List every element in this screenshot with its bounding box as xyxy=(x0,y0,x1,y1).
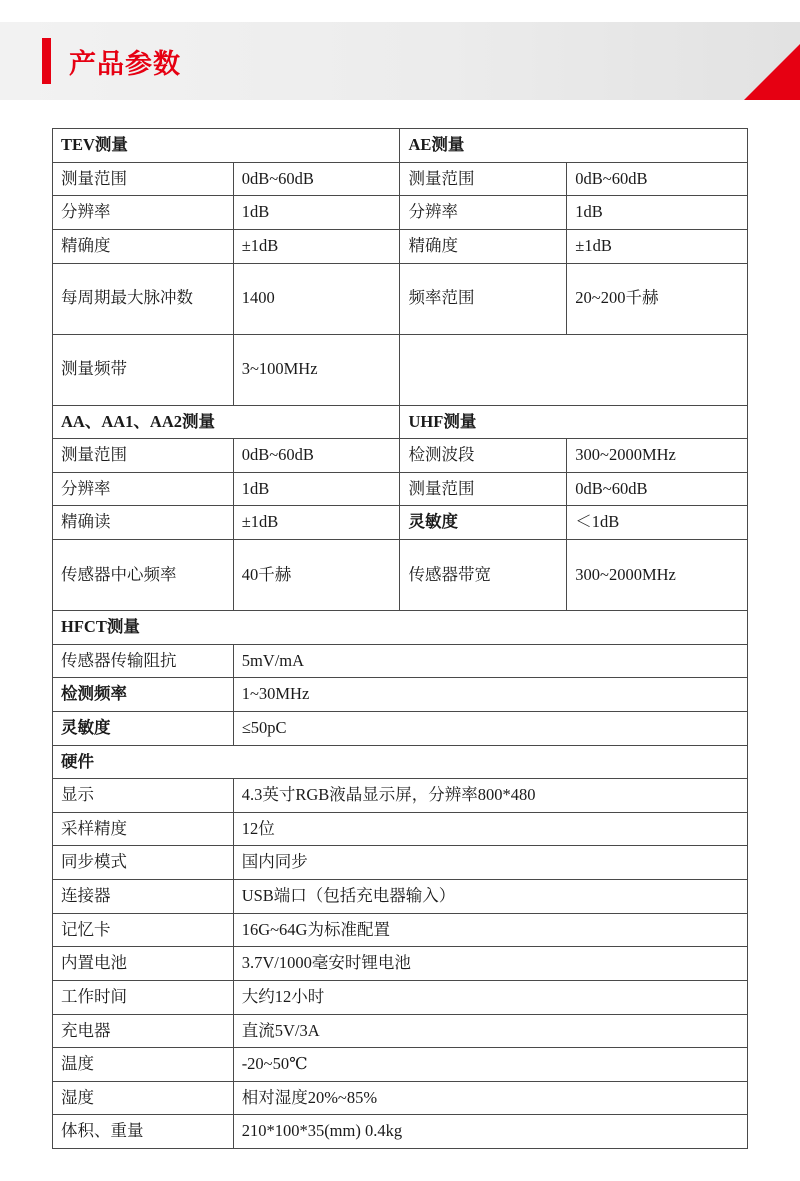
header-accent-bar xyxy=(42,38,51,84)
row-label: 传感器带宽 xyxy=(400,540,567,611)
table-row xyxy=(53,1048,748,1082)
row-value: 40千赫 xyxy=(233,540,400,611)
row-label: 显示 xyxy=(53,779,234,813)
row-label: 分辨率 xyxy=(400,196,567,230)
row-value: 3.7V/1000毫安时锂电池 xyxy=(233,947,747,981)
header-red-flag-decoration xyxy=(714,22,800,100)
section-header-hardware: 硬件 xyxy=(53,745,748,779)
row-label: 精确读 xyxy=(53,506,234,540)
row-label: 传感器传输阻抗 xyxy=(53,644,234,678)
row-value: 1dB xyxy=(567,196,748,230)
table-row xyxy=(53,1081,748,1115)
row-value: ＜1dB xyxy=(567,506,748,540)
row-value: ≤50pC xyxy=(233,711,747,745)
table-row xyxy=(53,745,748,779)
row-label: 测量范围 xyxy=(53,439,234,473)
row-value: 1dB xyxy=(233,196,400,230)
row-label: 测量频带 xyxy=(53,334,234,405)
table-row xyxy=(53,711,748,745)
row-label: 测量范围 xyxy=(400,472,567,506)
page-header xyxy=(0,22,800,100)
row-empty xyxy=(400,334,748,405)
row-value: 国内同步 xyxy=(233,846,747,880)
table-row xyxy=(53,812,748,846)
table-row xyxy=(53,678,748,712)
row-value: 0dB~60dB xyxy=(233,162,400,196)
row-value: 3~100MHz xyxy=(233,334,400,405)
row-label: 温度 xyxy=(53,1048,234,1082)
row-label: 充电器 xyxy=(53,1014,234,1048)
section-header-ae: AE测量 xyxy=(400,129,748,163)
row-label: 测量范围 xyxy=(400,162,567,196)
specifications-table xyxy=(52,128,748,1149)
row-value: 20~200千赫 xyxy=(567,263,748,334)
row-value: 12位 xyxy=(233,812,747,846)
specifications-section xyxy=(0,100,800,1149)
row-value: 210*100*35(mm) 0.4kg xyxy=(233,1115,747,1149)
section-header-uhf: UHF测量 xyxy=(400,405,748,439)
table-row xyxy=(53,913,748,947)
table-row xyxy=(53,880,748,914)
page-title: 产品参数 xyxy=(69,48,181,79)
row-value: 16G~64G为标准配置 xyxy=(233,913,747,947)
table-row xyxy=(53,1014,748,1048)
table-row xyxy=(53,439,748,473)
row-label: 检测频率 xyxy=(53,678,234,712)
row-label: 分辨率 xyxy=(53,472,234,506)
row-value: ±1dB xyxy=(233,506,400,540)
row-label: 内置电池 xyxy=(53,947,234,981)
table-row xyxy=(53,472,748,506)
row-label: 测量范围 xyxy=(53,162,234,196)
table-row xyxy=(53,129,748,163)
table-row xyxy=(53,980,748,1014)
table-row xyxy=(53,334,748,405)
row-label: 采样精度 xyxy=(53,812,234,846)
table-row xyxy=(53,405,748,439)
row-value: 0dB~60dB xyxy=(567,472,748,506)
row-value: 大约12小时 xyxy=(233,980,747,1014)
row-value: 5mV/mA xyxy=(233,644,747,678)
row-label: 湿度 xyxy=(53,1081,234,1115)
row-value: 300~2000MHz xyxy=(567,439,748,473)
row-value: 4.3英寸RGB液晶显示屏，分辨率800*480 xyxy=(233,779,747,813)
section-header-hfct: HFCT测量 xyxy=(53,611,748,645)
row-value: USB端口（包括充电器输入） xyxy=(233,880,747,914)
row-value: 直流5V/3A xyxy=(233,1014,747,1048)
table-row xyxy=(53,779,748,813)
table-row xyxy=(53,263,748,334)
row-label: 检测波段 xyxy=(400,439,567,473)
row-label: 精确度 xyxy=(53,229,234,263)
table-row xyxy=(53,540,748,611)
row-value: 1400 xyxy=(233,263,400,334)
row-value: 相对湿度20%~85% xyxy=(233,1081,747,1115)
table-row xyxy=(53,947,748,981)
row-label: 同步模式 xyxy=(53,846,234,880)
table-row xyxy=(53,506,748,540)
table-row xyxy=(53,1115,748,1149)
row-label: 记忆卡 xyxy=(53,913,234,947)
row-label: 每周期最大脉冲数 xyxy=(53,263,234,334)
row-value: 1dB xyxy=(233,472,400,506)
table-row xyxy=(53,644,748,678)
row-label: 分辨率 xyxy=(53,196,234,230)
section-header-tev: TEV测量 xyxy=(53,129,400,163)
row-label: 体积、重量 xyxy=(53,1115,234,1149)
table-row xyxy=(53,162,748,196)
row-value: 0dB~60dB xyxy=(567,162,748,196)
row-value: -20~50℃ xyxy=(233,1048,747,1082)
row-value: 1~30MHz xyxy=(233,678,747,712)
row-value: 300~2000MHz xyxy=(567,540,748,611)
row-label: 工作时间 xyxy=(53,980,234,1014)
row-value: 0dB~60dB xyxy=(233,439,400,473)
row-label: 频率范围 xyxy=(400,263,567,334)
section-header-aa: AA、AA1、AA2测量 xyxy=(53,405,400,439)
row-label: 灵敏度 xyxy=(53,711,234,745)
row-label: 连接器 xyxy=(53,880,234,914)
table-row xyxy=(53,229,748,263)
row-label: 灵敏度 xyxy=(400,506,567,540)
table-row xyxy=(53,196,748,230)
row-value: ±1dB xyxy=(567,229,748,263)
row-value: ±1dB xyxy=(233,229,400,263)
table-row xyxy=(53,611,748,645)
row-label: 传感器中心频率 xyxy=(53,540,234,611)
row-label: 精确度 xyxy=(400,229,567,263)
table-row xyxy=(53,846,748,880)
